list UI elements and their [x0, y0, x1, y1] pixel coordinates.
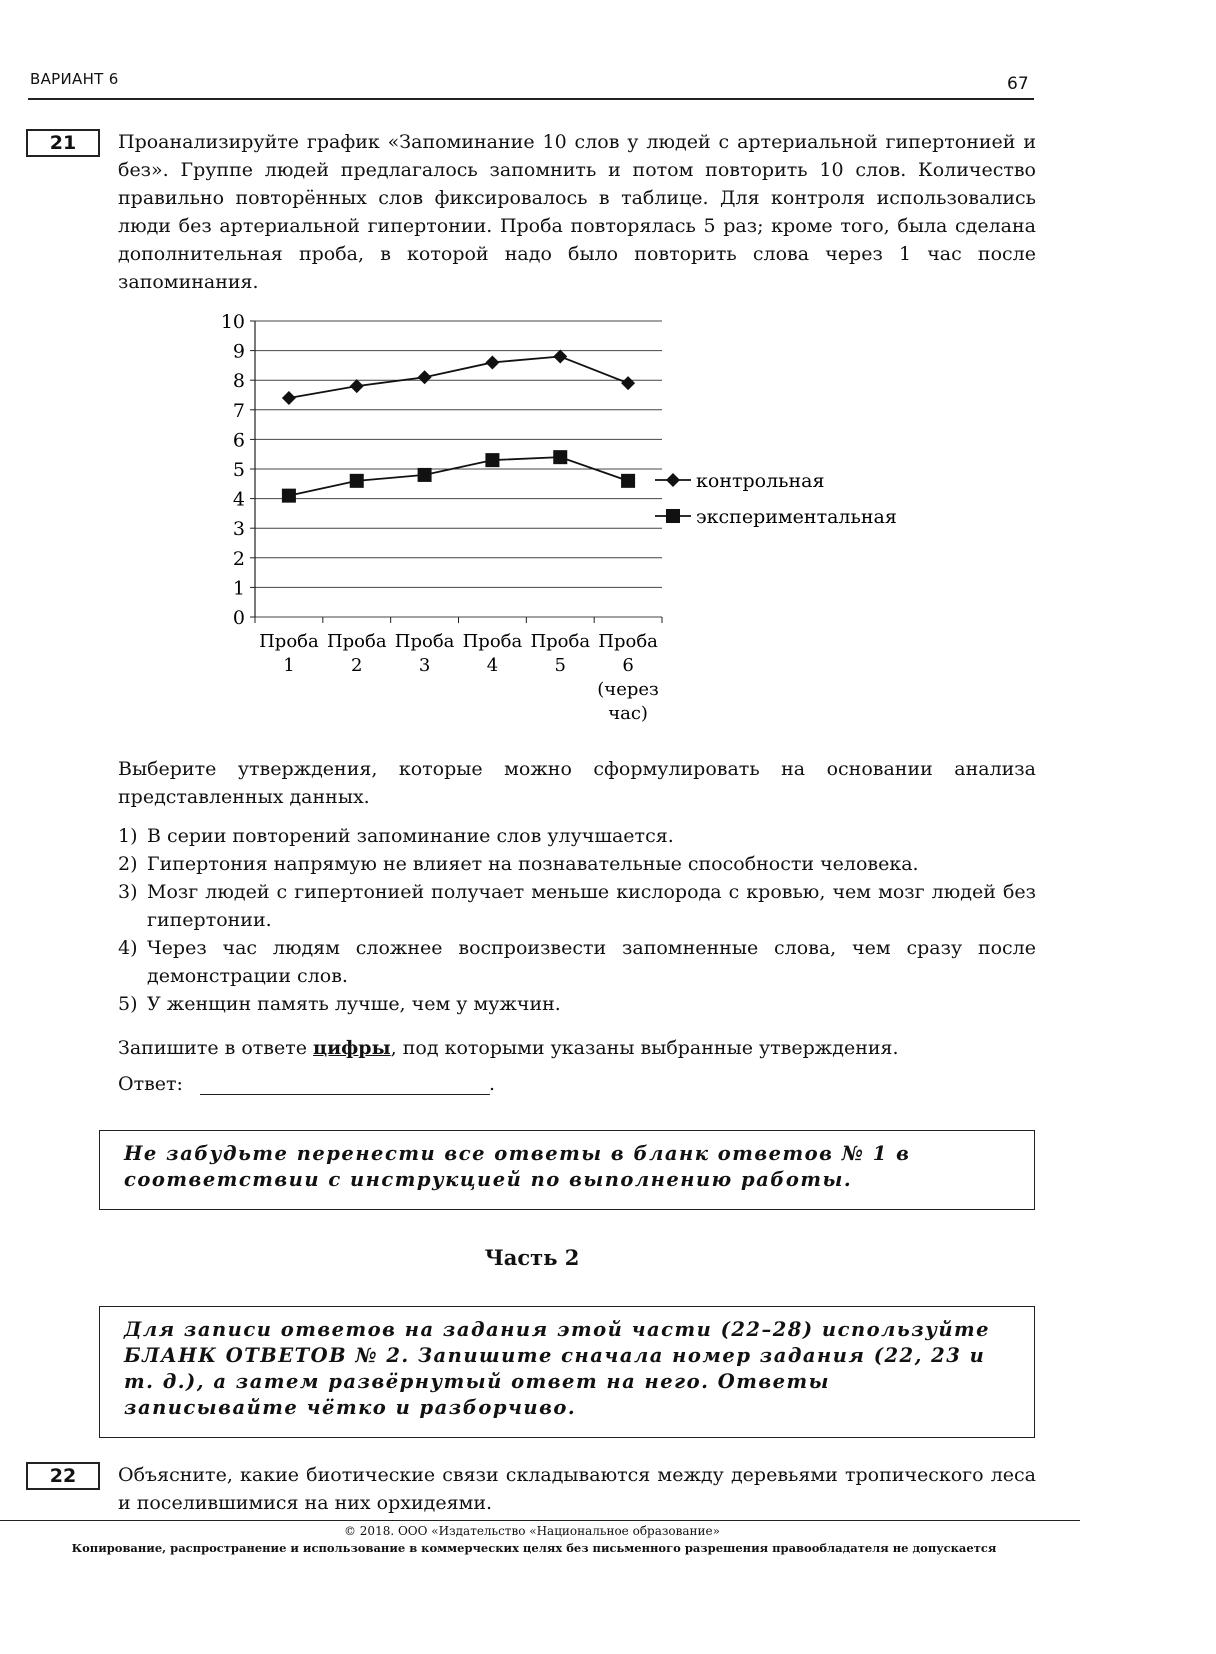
x-tick-label: 5	[554, 655, 566, 676]
y-tick-label: 3	[232, 518, 245, 541]
legend-label: экспериментальная	[696, 506, 897, 528]
x-tick-label: 2	[351, 655, 363, 676]
memory-chart	[190, 307, 980, 727]
data-point-diamond	[282, 391, 296, 405]
series-line-diamond	[289, 357, 628, 398]
x-tick-label: 1	[283, 655, 295, 676]
variant-label: ВАРИАНТ 6	[30, 70, 119, 88]
data-point-diamond	[485, 355, 499, 369]
series-line-square	[289, 457, 628, 495]
option-1: 1) В серии повторений запоминание слов улучшается.	[118, 825, 674, 847]
x-tick-label: Проба	[530, 631, 591, 652]
y-tick-label: 9	[232, 340, 245, 363]
task-21-number: 21	[26, 129, 100, 157]
footer-divider	[0, 1520, 1080, 1521]
answer-dot: .	[489, 1073, 496, 1095]
legend-label: контрольная	[696, 470, 825, 492]
x-tick-label: (через	[597, 679, 659, 700]
task-22-text: Объясните, какие биотические связи складываются между деревьями тропического леса и поселившимися на них орхидеями.	[118, 1464, 1036, 1514]
data-point-square	[553, 450, 567, 464]
data-point-square	[485, 453, 499, 467]
task-21-question: Выберите утверждения, которые можно сформулировать на основании анализа представленных данных.	[118, 758, 1036, 808]
x-tick-label: Проба	[598, 631, 658, 652]
reminder-box: Не забудьте перенести все ответы в бланк ответов № 1 в соответствии с инструкцией по выполнению работы.	[99, 1130, 1035, 1210]
x-tick-label: 6	[622, 655, 634, 676]
header-divider	[28, 98, 1034, 100]
y-tick-label: 7	[232, 399, 245, 422]
x-tick-label: Проба	[259, 631, 319, 652]
option-2: 2) Гипертония напрямую не влияет на познавательные способности человека.	[118, 853, 919, 875]
data-point-diamond	[418, 370, 432, 384]
instruction-emphasis: цифры	[313, 1037, 391, 1059]
legend-diamond-icon	[666, 473, 680, 487]
y-tick-label: 0	[232, 607, 245, 629]
memory-chart-svg	[190, 307, 980, 727]
x-tick-label: Проба	[394, 631, 455, 652]
x-tick-label: час)	[608, 703, 648, 724]
y-tick-label: 8	[232, 370, 245, 393]
data-point-square	[350, 474, 364, 488]
part-2-title: Часть 2	[484, 1245, 580, 1270]
answer-instruction: Запишите в ответе цифры, под которыми указаны выбранные утверждения.	[118, 1037, 899, 1059]
page-number: 67	[1007, 74, 1029, 94]
x-tick-label: 3	[418, 655, 431, 676]
y-tick-label: 5	[232, 459, 245, 481]
data-point-diamond	[553, 350, 567, 364]
x-tick-label: Проба	[462, 631, 523, 652]
task-22-number: 22	[26, 1462, 100, 1490]
data-point-square	[621, 474, 635, 488]
legend-square-icon	[666, 509, 680, 523]
task-21-intro: Проанализируйте график «Запоминание 10 слов у людей с артериальной гипертонией и без». Группе людей предлагалось запомнить и потом повторить 10 слов. Количество правильно повторённых слов фиксировалось в таблице. Для контроля использовались люди без артериальной гипертонии. Проба повторялась 5 раз; кроме того, была сделана дополнительная проба, в которой надо было повторить слова через 1 час после запоминания.	[118, 131, 1036, 293]
x-tick-label: Проба	[326, 631, 387, 652]
data-point-square	[418, 468, 432, 482]
y-tick-label: 6	[232, 429, 245, 452]
x-tick-label: 4	[486, 655, 499, 676]
options-list	[118, 822, 1036, 1018]
answer-field[interactable]	[200, 1094, 490, 1095]
data-point-diamond	[621, 376, 635, 390]
answer-label: Ответ:	[118, 1073, 183, 1095]
option-3: 3) Мозг людей с гипертонией получает меньше кислорода с кровью, чем мозг людей без гипертонии.	[118, 881, 1036, 931]
footer-notice: Копирование, распространение и использование в коммерческих целях без письменного разрешения правообладателя не допускается	[71, 1541, 997, 1555]
data-point-square	[282, 489, 296, 503]
y-tick-label: 4	[232, 488, 245, 511]
option-5: 5) У женщин память лучше, чем у мужчин.	[118, 993, 561, 1015]
data-point-diamond	[350, 379, 364, 393]
y-tick-label: 10	[220, 311, 245, 333]
footer-copyright: © 2018. ООО «Издательство «Национальное образование»	[343, 1524, 720, 1538]
y-tick-label: 2	[232, 547, 245, 570]
part-2-instruction-box: Для записи ответов на задания этой части (22–28) используйте БЛАНК ОТВЕТОВ № 2. Запишите сначала номер задания (22, 23 и т. д.), а затем развёрнутый ответ на него. Ответы записывайте чётко и разборчиво.	[99, 1306, 1035, 1438]
option-4: 4) Через час людям сложнее воспроизвести запомненные слова, чем сразу после демонстрации слов.	[118, 937, 1036, 987]
y-tick-label: 1	[232, 577, 245, 600]
